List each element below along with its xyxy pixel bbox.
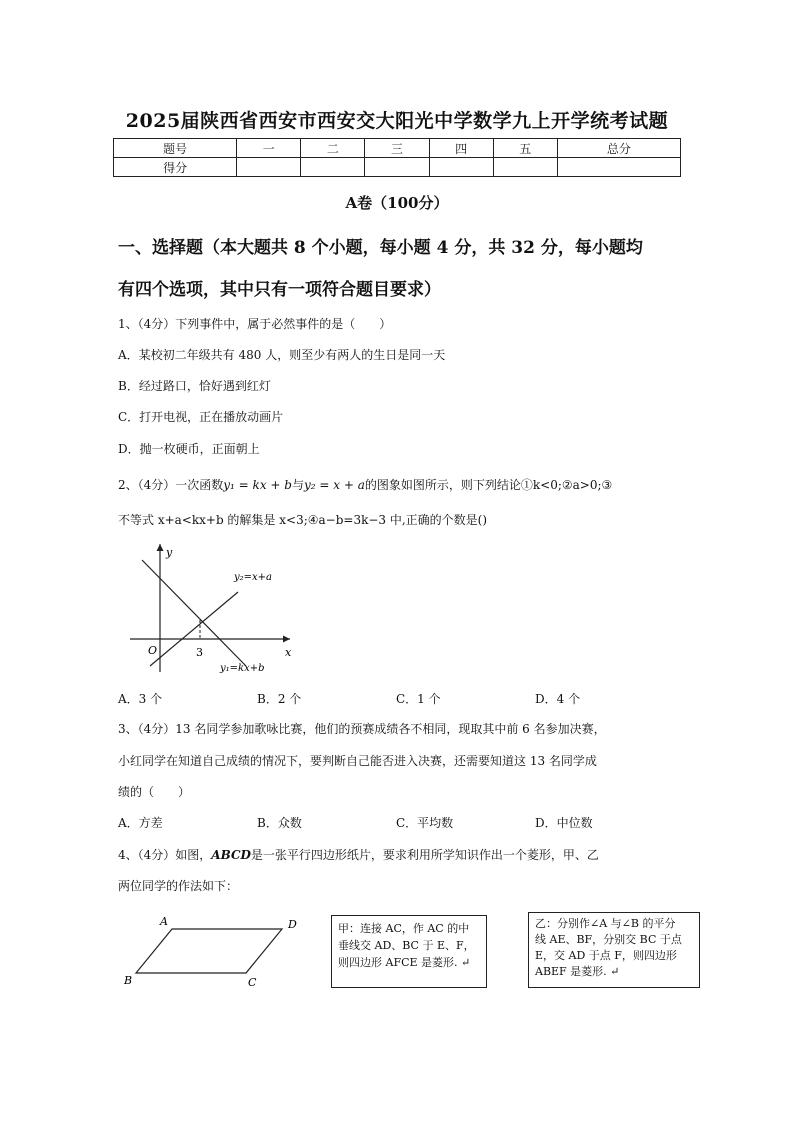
score-cell[interactable] [493, 158, 557, 177]
score-header-cell: 四 [429, 139, 493, 158]
q2-option-d: D．4 个 [535, 692, 581, 706]
q4-stem-line1 [118, 846, 599, 863]
y-axis-label: y [166, 546, 173, 559]
q2-graph [128, 540, 298, 680]
q2-mid: 与 [291, 478, 304, 492]
q3-option-a: A．方差 [118, 816, 163, 830]
score-cell[interactable] [237, 158, 301, 177]
vertex-c-label: C [248, 976, 257, 989]
q1-stem: 1、（4分）下列事件中，属于必然事件的是（ ） [118, 317, 392, 331]
juan-heading: A卷（100分） [345, 194, 449, 212]
q4-stem-line2: 两位同学的作法如下： [118, 879, 239, 893]
q2-prefix: 2、（4分）一次函数 [118, 478, 224, 492]
q1-option-b: B．经过路口，恰好遇到红灯 [118, 379, 271, 393]
q2-stem-line1 [118, 476, 612, 493]
vertex-a-label: A [160, 915, 168, 928]
x-tick-3: 3 [196, 646, 203, 659]
score-header-cell: 五 [493, 139, 557, 158]
yi-line: ABEF 是菱形. ↵ [535, 965, 620, 978]
q1-option-a: A．某校初二年级共有 480 人，则至少有两人的生日是同一天 [118, 348, 446, 362]
label-y2: y₂=x+a [234, 572, 273, 583]
method-yi-box [528, 912, 700, 988]
section1-heading-line1: 一、选择题（本大题共 8 个小题，每小题 4 分，共 32 分，每小题均 [118, 238, 643, 258]
q4-parallelogram-figure [120, 912, 310, 992]
q1-option-d: D．抛一枚硬币，正面朝上 [118, 442, 260, 456]
q3-option-b: B．众数 [257, 816, 302, 830]
section1-heading-line2: 有四个选项，其中只有一项符合题目要求） [118, 280, 441, 300]
q3-stem-line3: 绩的（ ） [118, 785, 191, 799]
parallelogram-abcd [136, 929, 282, 973]
page-title: 2025届陕西省西安市西安交大阳光中学数学九上开学统考试题 [125, 110, 669, 132]
origin-label: O [148, 644, 158, 657]
score-table [113, 138, 681, 177]
score-table-score-row [114, 158, 681, 177]
score-header-cell: 一 [237, 139, 301, 158]
q2-suffix: 的图象如图所示，则下列结论①k<0;②a>0;③ [364, 478, 613, 492]
score-cell[interactable] [429, 158, 493, 177]
q4-suffix: 是一张平行四边形纸片，要求利用所学知识作出一个菱形，甲、乙 [250, 848, 599, 862]
score-row-label: 得分 [114, 158, 237, 177]
q2-formula-y1: y₁ = kx + b [223, 478, 292, 492]
line-y1 [142, 560, 246, 666]
label-y1: y₁=kx+b [220, 663, 265, 674]
q1-option-c: C．打开电视，正在播放动画片 [118, 410, 284, 424]
jia-line: 垂线交 AD、BC 于 E、F， [338, 939, 475, 952]
score-header-cell: 总分 [557, 139, 680, 158]
q3-stem-line1: 3、（4分）13 名同学参加歌咏比赛，他们的预赛成绩各不相同，现取其中前 6 名参加决赛， [118, 722, 606, 736]
score-table-header-row [114, 139, 681, 158]
q4-abcd: ABCD [211, 848, 251, 862]
q3-option-c: C．平均数 [396, 816, 454, 830]
q2-formula-y2: y₂ = x + a [303, 478, 365, 492]
vertex-d-label: D [288, 918, 297, 931]
score-cell[interactable] [301, 158, 365, 177]
score-cell[interactable] [557, 158, 680, 177]
q2-stem-line2: 不等式 x+a<kx+b 的解集是 x<3;④a−b=3k−3 中,正确的个数是() [118, 513, 488, 527]
jia-line: 则四边形 AFCE 是菱形. ↵ [338, 956, 471, 969]
score-header-cell: 三 [365, 139, 429, 158]
q2-option-b: B．2 个 [257, 692, 302, 706]
q2-option-a: A．3 个 [118, 692, 163, 706]
vertex-b-label: B [124, 974, 133, 987]
method-jia-box [331, 915, 487, 988]
line-y2 [150, 592, 238, 666]
yi-line: E，交 AD 于点 F，则四边形 [535, 949, 677, 962]
yi-line: 乙：分别作∠A 与∠B 的平分 [535, 917, 676, 930]
score-cell[interactable] [365, 158, 429, 177]
q3-stem-line2: 小红同学在知道自己成绩的情况下，要判断自己能否进入决赛，还需要知道这 13 名同学成 [118, 754, 597, 768]
yi-line: 线 AE、BF，分别交 BC 于点 [535, 933, 682, 946]
q3-option-d: D．中位数 [535, 816, 593, 830]
jia-line: 甲：连接 AC，作 AC 的中 [338, 922, 470, 935]
score-header-cell: 题号 [114, 139, 237, 158]
x-axis-label: x [285, 646, 292, 659]
score-header-cell: 二 [301, 139, 365, 158]
q4-prefix: 4、（4分）如图， [118, 848, 212, 862]
q2-option-c: C．1 个 [396, 692, 441, 706]
